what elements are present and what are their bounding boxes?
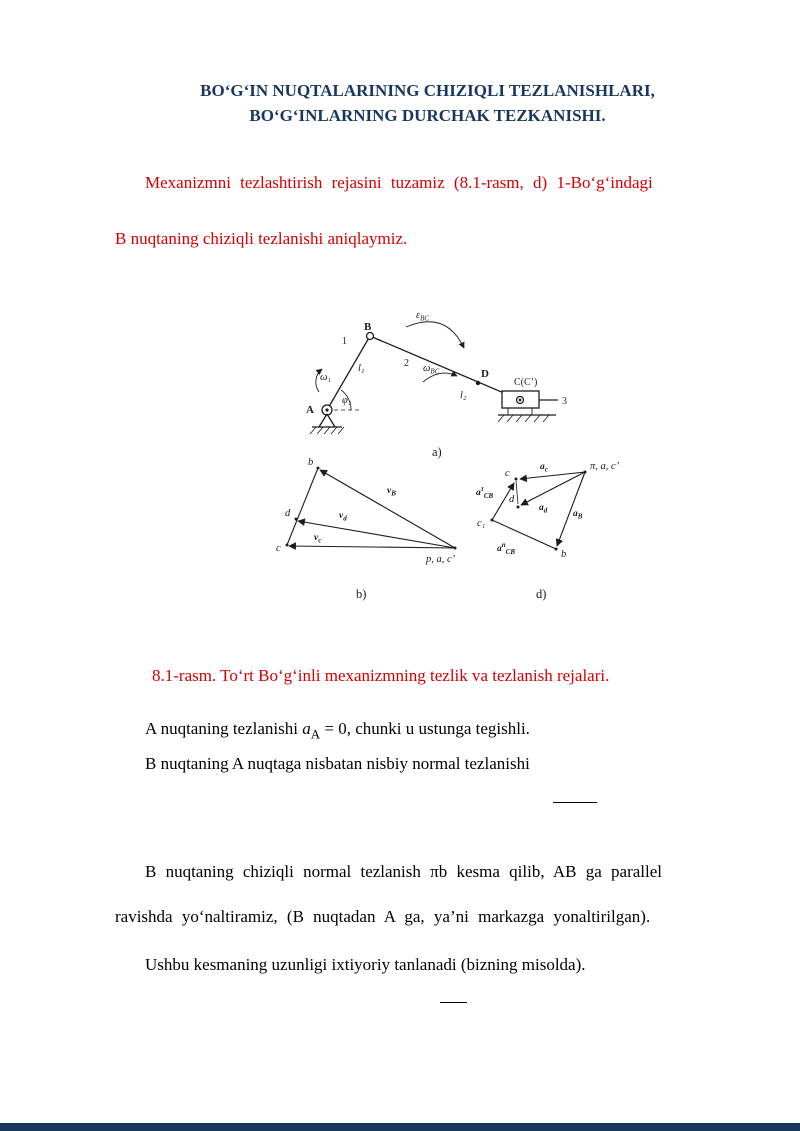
label-link-1: 1 [342,336,347,347]
paragraph-segment-length: Ushbu kesmaning uzunligi ixtiyoriy tanlanadi (bizning misolda). [145,955,586,975]
p1-text-pre: A nuqtaning tezlanishi [145,719,303,738]
label-phi1: φ₁ [342,395,352,406]
label-aplan-c: c [505,468,510,479]
label-omega1: ω₁ [320,372,332,383]
page-title [115,78,740,128]
p1-variable-sub: A [310,726,321,742]
label-ac: $a_c$ [540,462,548,474]
label-vplan-d: d [285,508,291,519]
formula-placeholder-line-2 [440,1002,467,1004]
label-aplan-b: b [561,549,567,560]
label-link-3: 3 [562,396,567,407]
label-point-D: D [481,368,489,380]
label-link-2: 2 [404,358,409,369]
label-point-A: A [306,404,314,416]
label-omega-BC: $\omega_{BC}$ [423,363,440,376]
paragraph-pi-b-line-2: ravishda yo‘naltiramiz, (B nuqtadan A ga, ya’ni markazga yonaltirilgan). [115,907,651,927]
figure-caption: 8.1-rasm. To‘rt Bo‘g‘inli mexanizmning tezlik va tezlanish rejalari. [152,666,610,685]
title-line-2: BO‘G‘INLARNING DURCHAK TEZKANISHI. [249,106,606,125]
footer-bar [0,1123,800,1131]
title-line-1: BO‘G‘IN NUQTALARINING CHIZIQLI TEZLANISHLARI, [200,81,655,100]
label-point-C: C(C’) [514,377,538,388]
velocity-plan [286,467,457,550]
label-l1: l₁ [358,363,365,374]
acceleration-plan-labels [476,461,620,601]
label-a-tau-CB: $a^\tau_{CB}$ [476,485,494,500]
paragraph-normal-acc: B nuqtaning A nuqtaga nisbatan nisbiy normal tezlanishi [145,754,530,774]
page-content [0,78,800,1004]
p1-variable: a [302,719,311,738]
intro-line-2: B nuqtaning chiziqli tezlanishi aniqlaymiz. [115,229,408,248]
label-a-n-CB: $a^n_{CB}$ [497,541,515,556]
label-vplan-pole: p, a, c’ [426,554,456,565]
figure-8-1 [260,300,630,620]
p1-text-post: = 0, chunki u ustunga tegishli. [320,719,530,738]
label-ad: $a_d$ [539,503,548,515]
label-vplan-c: c [276,543,281,554]
label-aplan-c1: c₁ [477,518,486,529]
mechanism-labels [306,310,567,459]
label-vc: $v_c$ [314,533,322,545]
label-aB: $a_B$ [573,509,583,521]
label-vB: $v_B$ [387,486,396,498]
label-aplan-d: d [509,494,515,505]
sublabel-b: b) [356,587,367,601]
label-vplan-b: b [308,457,314,468]
label-vd: $v_d$ [339,511,347,523]
velocity-plan-labels [276,457,456,601]
label-aplan-pole: π, a, c’ [590,461,620,472]
paragraph-pi-b-line-1: B nuqtaning chiziqli normal tezlanish πb kesma qilib, AB ga parallel [145,862,663,882]
sublabel-d: d) [536,587,547,601]
label-l2: l₂ [460,390,467,401]
label-point-B: B [364,321,372,333]
formula-placeholder-line-1 [553,802,597,804]
sublabel-a: a) [432,445,442,459]
paragraph-acc-A [115,718,740,745]
label-epsilon-BC: $\varepsilon_{BC}$ [416,310,430,323]
intro-line-1: Mexanizmni tezlashtirish rejasini tuzamiz (8.1-rasm, d) 1-Bo‘g‘indagi [145,173,653,192]
